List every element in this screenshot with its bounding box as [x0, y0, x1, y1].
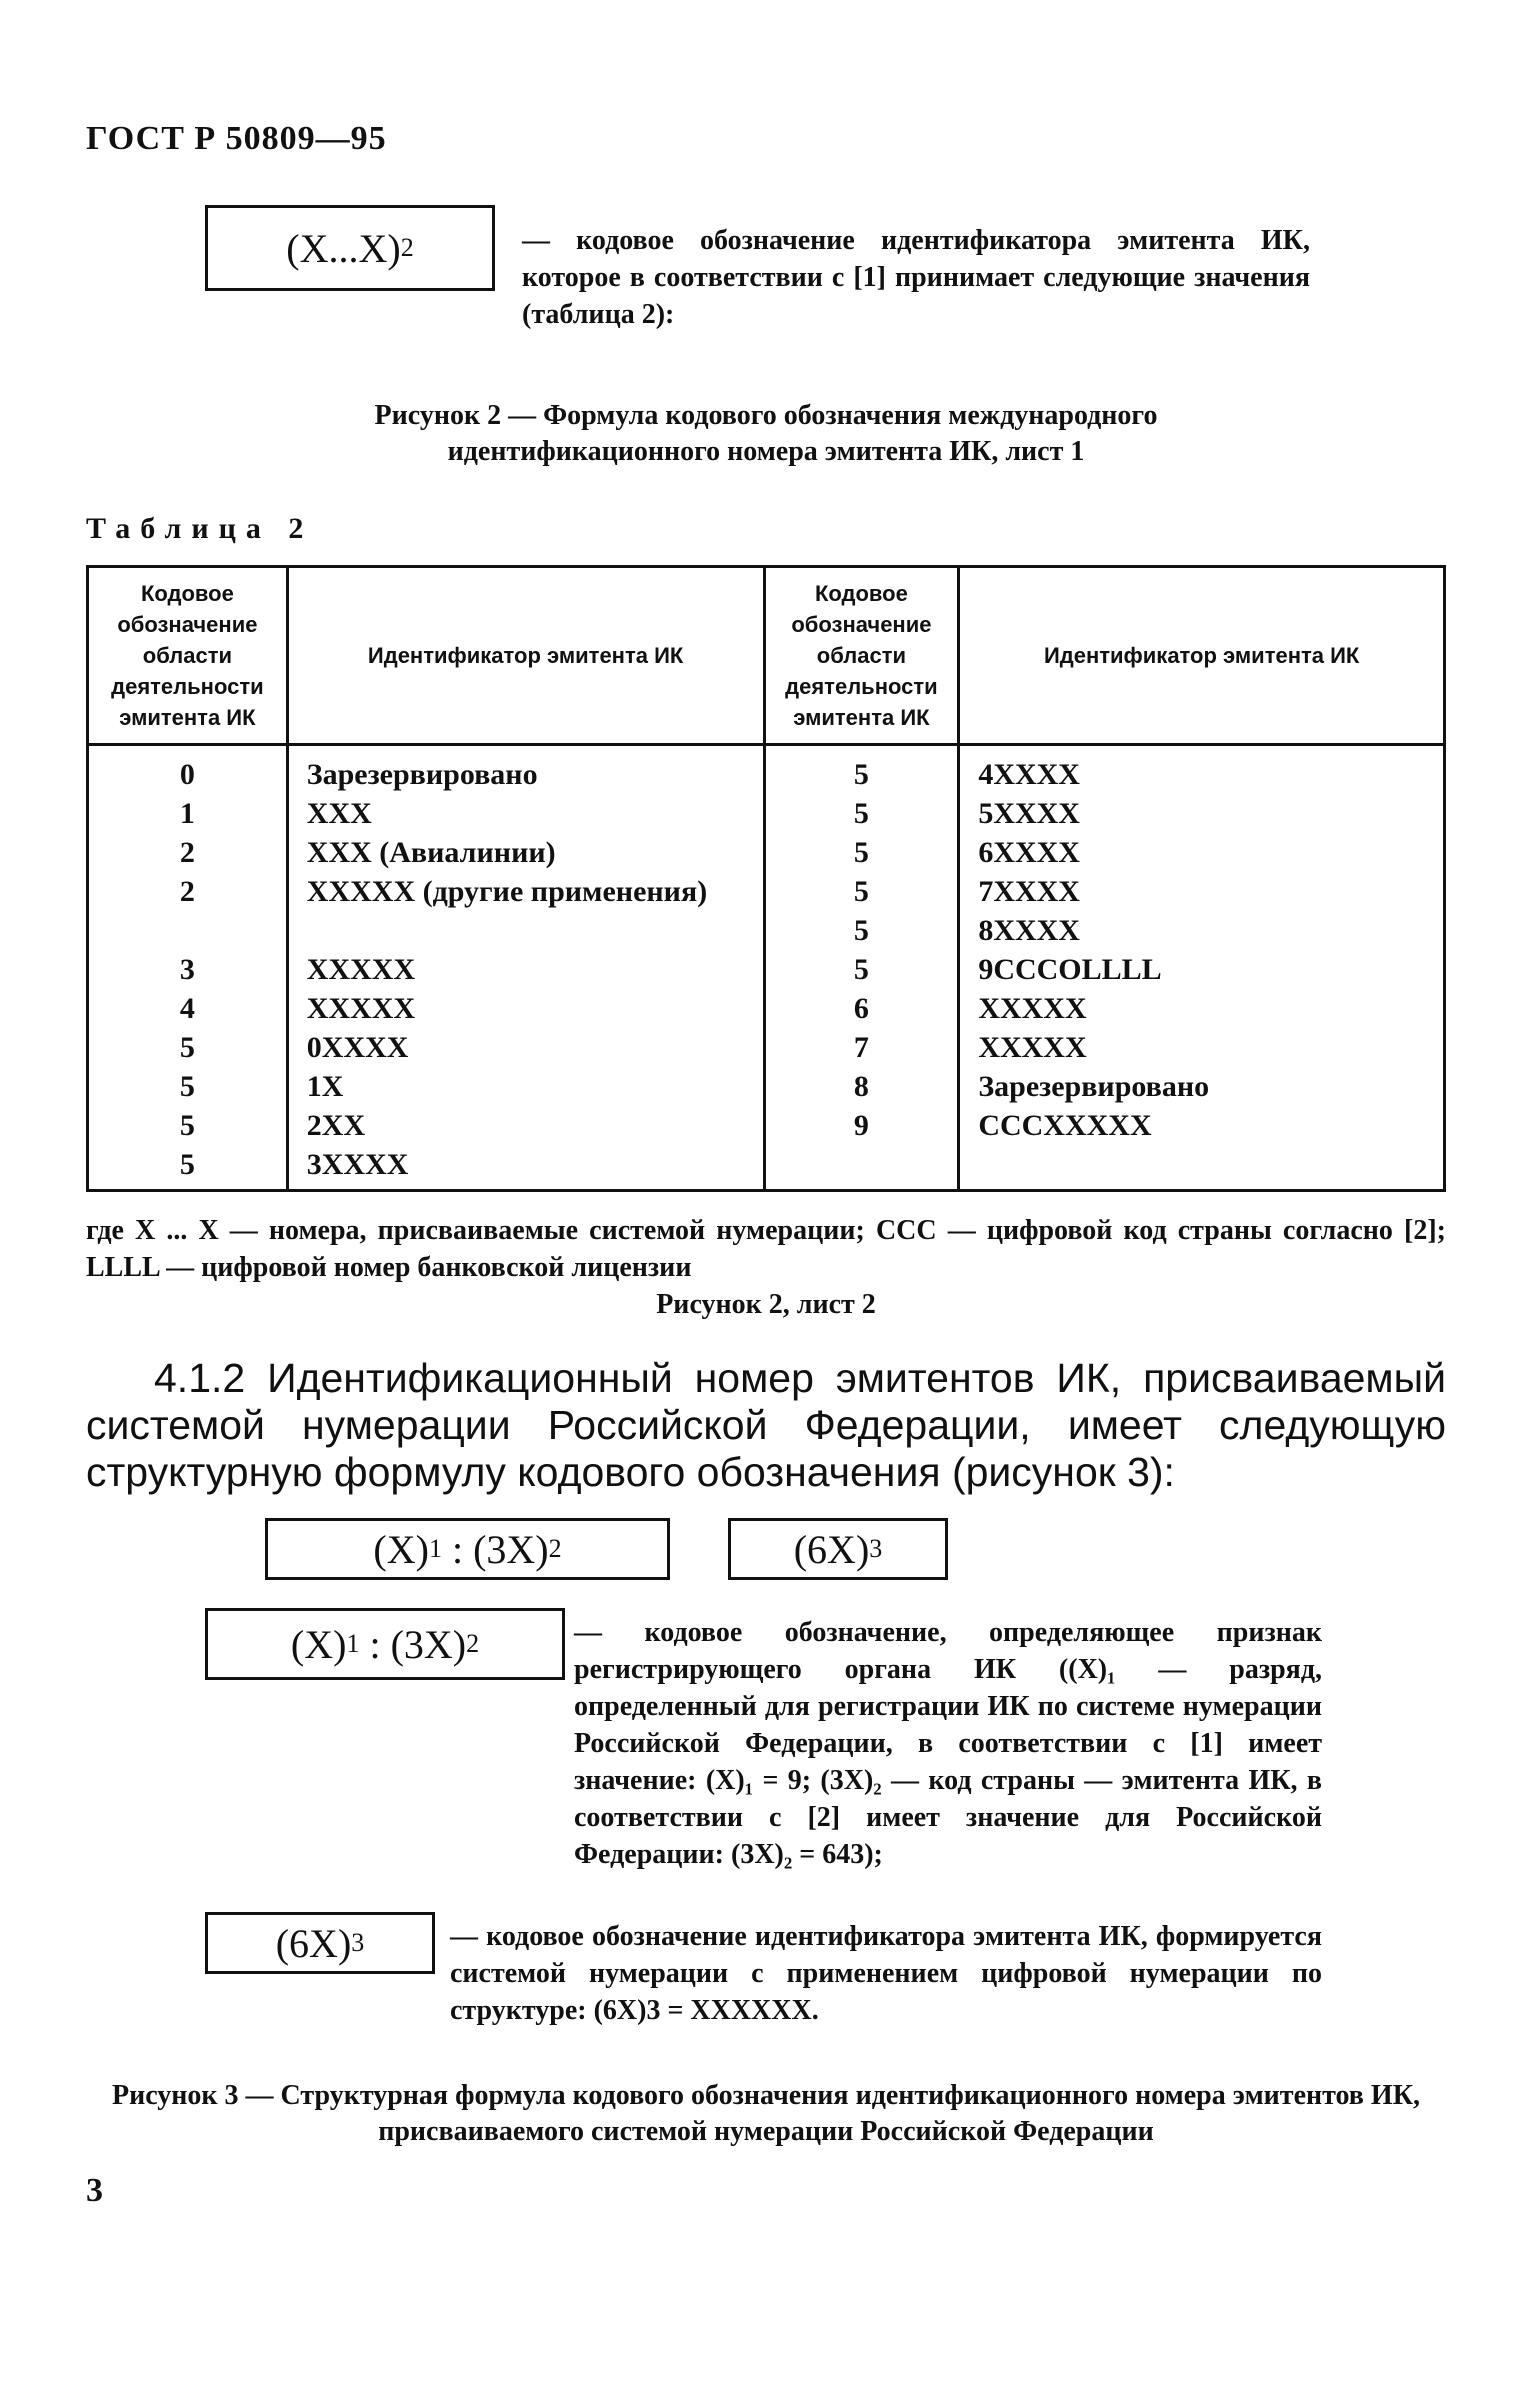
table-cell: XXX (Авиалинии): [287, 833, 764, 872]
table-cell: 5: [764, 950, 959, 989]
table-row: [88, 950, 1445, 989]
table-cell: 2: [88, 833, 288, 872]
table-cell: 5: [88, 1145, 288, 1191]
fig3-formula-a: (X): [373, 1526, 429, 1572]
table-cell: XXXXX: [287, 950, 764, 989]
table-cell: XXXXX: [959, 1028, 1445, 1067]
document-header: ГОСТ Р 50809—95: [86, 120, 387, 157]
fig3-desc2-base: (6X): [275, 1920, 352, 1966]
fig3-desc1-b: (3X): [390, 1621, 467, 1667]
fig3-desc1-a: (X): [290, 1621, 347, 1667]
table-cell: 7: [764, 1028, 959, 1067]
table-row: [88, 745, 1445, 795]
table-cell: 5: [764, 911, 959, 950]
table-row: [88, 989, 1445, 1028]
table-cell: [959, 1145, 1445, 1191]
table-row: [88, 1028, 1445, 1067]
table-cell: 9: [764, 1106, 959, 1145]
table-cell: XXXXX: [287, 989, 764, 1028]
table-cell: XXX: [287, 794, 764, 833]
table-cell: 4: [88, 989, 288, 1028]
table-cell: 8: [764, 1067, 959, 1106]
table-cell: 5: [88, 1028, 288, 1067]
table-cell: 8XXXX: [959, 911, 1445, 950]
table-row: [88, 1145, 1445, 1191]
table-cell: 5XXXX: [959, 794, 1445, 833]
fig2-caption-line1: Рисунок 2 — Формула кодового обозначения международного: [374, 400, 1158, 431]
table2-header-row: [88, 567, 1445, 745]
page-number: 3: [86, 2172, 103, 2209]
table-cell: Зарезервировано: [287, 745, 764, 795]
fig3-formula-part2-base: (6X): [793, 1526, 870, 1572]
fig2-caption: [86, 398, 1446, 470]
table-cell: XXXXX (другие применения): [287, 872, 764, 950]
table-row: [88, 833, 1445, 872]
table2-header-code-2: Кодовое обозначение области деятельности эмитента ИК: [764, 567, 959, 745]
fig3-desc1-a-sub: 1: [346, 1629, 360, 1658]
fig3-formula-part2-sub: 3: [869, 1534, 883, 1563]
fig3-desc1-box: [205, 1608, 565, 1680]
fig3-desc1-b-sub: 2: [466, 1629, 480, 1658]
table-cell: 5: [764, 794, 959, 833]
table-cell: 5: [764, 872, 959, 911]
fig3-formula-b: (3X): [473, 1526, 549, 1572]
table-cell: 7XXXX: [959, 872, 1445, 911]
table2-header-ident-1: Идентификатор эмитента ИК: [287, 567, 764, 745]
table-cell: 1: [88, 794, 288, 833]
table-row: [88, 1067, 1445, 1106]
table-cell: CCCXXXXX: [959, 1106, 1445, 1145]
table-cell: 6: [764, 989, 959, 1028]
fig3-formula-a-sub: 1: [428, 1534, 442, 1563]
table-cell: 4XXXX: [959, 745, 1445, 795]
fig3-desc2-sub: 3: [351, 1928, 365, 1957]
table-cell: 5: [88, 1106, 288, 1145]
table2-note: [86, 1212, 1446, 1323]
table-cell: 5: [88, 1067, 288, 1106]
fig3-formula-sep: :: [441, 1526, 474, 1572]
fig3-desc2-text: — кодовое обозначение идентификатора эмитента ИК, формируется системой нумерации с применением цифровой нумерации по структуре: (6X)3 = XXXXXX.: [450, 1921, 1322, 2026]
table-row: [88, 1106, 1445, 1145]
fig3-caption: Рисунок 3 — Структурная формула кодового обозначения идентификационного номера эмитентов ИК, присваиваемого системой нумерации Российской Федерации: [111, 2080, 1421, 2147]
table-cell: 2XX: [287, 1106, 764, 1145]
table-cell: 6XXXX: [959, 833, 1445, 872]
table-cell: 0XXXX: [287, 1028, 764, 1067]
table-cell: [88, 911, 288, 950]
fig3-desc1-text: — кодовое обозначение, определяющее признак регистрирующего органа ИК ((X)₁ — разряд, определенный для регистрации ИК по системе нумерации Российской Федерации, в соответствии с [1] имеет значение: (X)₁ = 9; (3X)₂ — код страны — эмитента ИК, в соответствии с [2] имеет значение для Российской Федерации: (3X)₂ = 643);: [574, 1617, 1322, 1870]
table2-label: Таблица 2: [86, 512, 314, 545]
fig3-desc1-sep: :: [359, 1621, 391, 1667]
table-cell: Зарезервировано: [959, 1067, 1445, 1106]
table2-header-code-1: Кодовое обозначение области деятельности эмитента ИК: [88, 567, 288, 745]
table2: [86, 565, 1446, 1192]
fig2-formula-base: (X...X): [286, 225, 401, 271]
fig2-formula-box: [205, 205, 495, 291]
fig2-caption-line2: идентификационного номера эмитента ИК, лист 1: [447, 436, 1085, 467]
table-cell: 0: [88, 745, 288, 795]
table-cell: 5: [764, 745, 959, 795]
table-cell: XXXXX: [959, 989, 1445, 1028]
fig3-formula-b-sub: 2: [548, 1534, 562, 1563]
table-row: [88, 794, 1445, 833]
table-cell: 9CCCOLLLL: [959, 950, 1445, 989]
table-cell: [764, 1145, 959, 1191]
fig3-formula-part1-box: [265, 1518, 670, 1580]
table2-header-ident-2: Идентификатор эмитента ИК: [959, 567, 1445, 745]
table-cell: 5: [764, 833, 959, 872]
fig2-sheet2-caption: Рисунок 2, лист 2: [656, 1289, 876, 1320]
fig2-box-description: — кодовое обозначение идентификатора эмитента ИК, которое в соответствии с [1] принимает следующие значения (таблица 2):: [522, 225, 1310, 330]
fig2-formula-sub: 2: [400, 233, 414, 262]
table-cell: 2: [88, 872, 288, 911]
fig3-desc2-box: [205, 1912, 435, 1974]
fig3-formula-part2-box: [728, 1518, 948, 1580]
table-cell: 3: [88, 950, 288, 989]
table-cell: 1X: [287, 1067, 764, 1106]
paragraph-4-1-2: 4.1.2 Идентификационный номер эмитентов ИК, присваиваемый системой нумерации Российской Федерации, имеет следующую структурную формулу кодового обозначения (рисунок 3):: [86, 1355, 1446, 1495]
table-row: [88, 872, 1445, 911]
table2-note-text: где X ... X — номера, присваиваемые системой нумерации; CCC — цифровой код страны согласно [2]; LLLL — цифровой номер банковской лицензии: [86, 1215, 1446, 1283]
table-cell: 3XXXX: [287, 1145, 764, 1191]
